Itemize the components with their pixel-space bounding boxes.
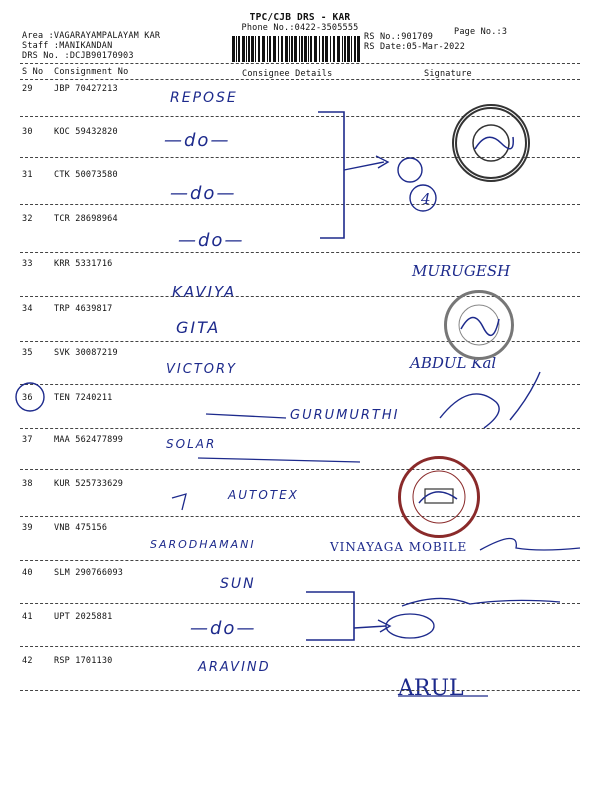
row-consignment: CTK 50073580 xyxy=(54,170,118,180)
col-consignee: Consignee Details xyxy=(242,69,333,79)
signature: 4 xyxy=(421,190,431,208)
consignee-handwritten: GITA xyxy=(176,318,221,337)
consignee-handwritten: —do— xyxy=(170,183,237,204)
col-consignment: Consignment No xyxy=(54,67,129,77)
row-sno: 33 xyxy=(22,259,33,269)
row-consignment: SLM 290766093 xyxy=(54,568,124,578)
row-sno: 35 xyxy=(22,348,33,358)
row-sno: 36 xyxy=(22,393,33,403)
row-sno: 30 xyxy=(22,127,33,137)
row-sno: 32 xyxy=(22,214,33,224)
row-consignment: SVK 30087219 xyxy=(54,348,118,358)
consignee-handwritten: REPOSE xyxy=(170,90,238,106)
consignee-handwritten: SUN xyxy=(220,576,256,592)
row-sno: 31 xyxy=(22,170,33,180)
row-consignment: RSP 1701130 xyxy=(54,656,113,666)
row-sno: 42 xyxy=(22,656,33,666)
row-sno: 37 xyxy=(22,435,33,445)
row-consignment: KOC 59432820 xyxy=(54,127,118,137)
row-consignment: TEN 7240211 xyxy=(54,393,113,403)
row-sno: 40 xyxy=(22,568,33,578)
col-sno: S No xyxy=(22,67,44,77)
consignee-handwritten: —do— xyxy=(178,230,245,251)
consignee-handwritten: SARODHAMANI xyxy=(150,538,256,551)
row-sno: 39 xyxy=(22,523,33,533)
row-sno: 29 xyxy=(22,84,33,94)
drs-number: DRS No. :DCJB90170903 xyxy=(22,51,134,61)
consignee-handwritten: SOLAR xyxy=(166,437,217,451)
consignee-handwritten: GURUMURTHI xyxy=(290,408,400,423)
consignee-handwritten: AUTOTEX xyxy=(228,488,299,502)
area-field: Area :VAGARAYAMPALAYAM KAR xyxy=(22,31,161,41)
page-number: Page No.:3 xyxy=(454,27,508,37)
row-consignment: KUR 525733629 xyxy=(54,479,124,489)
rs-date: RS Date:05-Mar-2022 xyxy=(364,42,466,52)
row-sno: 41 xyxy=(22,612,33,622)
signature: VINAYAGA MOBILE xyxy=(330,540,468,554)
drs-title: TPC/CJB DRS - KAR xyxy=(249,12,351,23)
row-consignment: UPT 2025881 xyxy=(54,612,113,622)
col-signature: Signature xyxy=(424,69,472,79)
rs-number: RS No.:901709 xyxy=(364,32,434,42)
row-consignment: JBP 70427213 xyxy=(54,84,118,94)
signature: ARUL xyxy=(398,676,464,701)
signature: ABDUL Kal xyxy=(410,354,497,372)
signature: MURUGESH xyxy=(412,262,511,280)
consignee-handwritten: KAVIYA xyxy=(172,283,237,301)
consignee-handwritten: —do— xyxy=(164,130,231,151)
row-sno: 38 xyxy=(22,479,33,489)
row-consignment: TRP 4639817 xyxy=(54,304,113,314)
row-sno: 34 xyxy=(22,304,33,314)
consignee-handwritten: —do— xyxy=(190,618,257,639)
consignee-handwritten: VICTORY xyxy=(166,362,237,377)
row-consignment: VNB 475156 xyxy=(54,523,108,533)
phone-number: Phone No.:0422-3505555 xyxy=(241,23,359,33)
staff-field: Staff :MANIKANDAN xyxy=(22,41,113,51)
consignee-handwritten: ARAVIND xyxy=(198,660,271,675)
row-consignment: MAA 562477899 xyxy=(54,435,124,445)
row-consignment: TCR 28698964 xyxy=(54,214,118,224)
row-consignment: KRR 5331716 xyxy=(54,259,113,269)
